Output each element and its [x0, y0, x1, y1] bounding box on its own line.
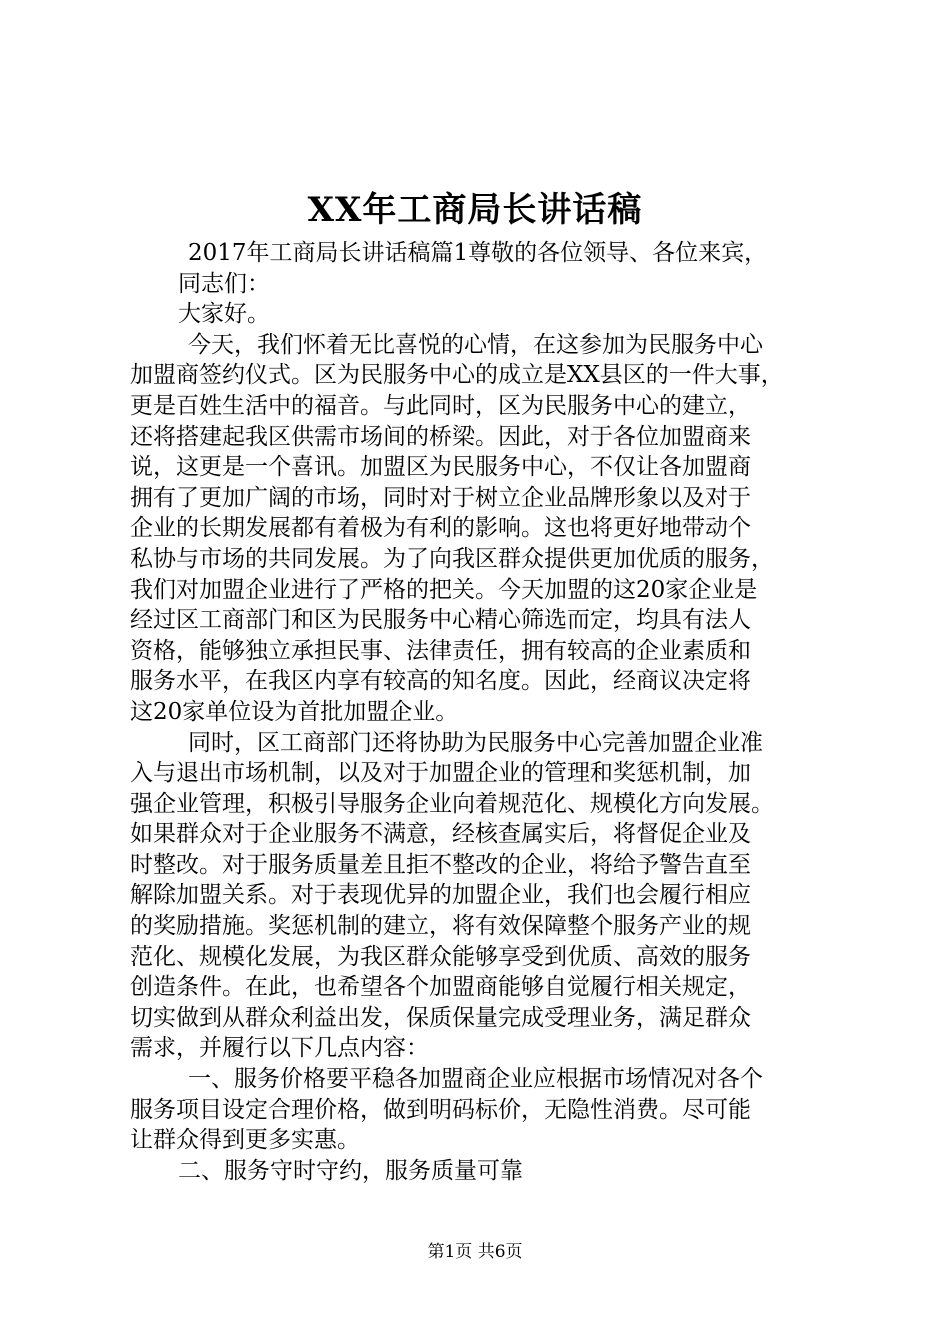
text-line: 解除加盟关系。对于表现优异的加盟企业，我们也会履行相应 — [130, 882, 751, 909]
text-line: 创造条件。在此，也希望各个加盟商能够自觉履行相关规定， — [130, 974, 751, 1001]
text-line: 企业的长期发展都有着极为有利的影响。这也将更好地带动个 — [130, 515, 751, 542]
text-line: 这20家单位设为首批加盟企业。 — [130, 698, 459, 725]
text-line: 大家好。 — [178, 301, 270, 328]
text-line: 资格，能够独立承担民事、法律责任，拥有较高的企业素质和 — [130, 637, 751, 664]
document-title: XX年工商局长讲话稿 — [307, 190, 643, 230]
text-line: 入与退出市场机制，以及对于加盟企业的管理和奖惩机制，加 — [130, 760, 751, 787]
text-line: 更是百姓生活中的福音。与此同时，区为民服务中心的建立， — [130, 392, 751, 419]
text-line: 加盟商签约仪式。区为民服务中心的成立是XX县区的一件大事， — [130, 362, 784, 389]
text-line: 拥有了更加广阔的市场，同时对于树立企业品牌形象以及对于 — [130, 484, 751, 511]
text-line: 经过区工商部门和区为民服务中心精心筛选而定，均具有法人 — [130, 607, 751, 634]
text-line: 说，这更是一个喜讯。加盟区为民服务中心，不仅让各加盟商 — [130, 454, 751, 481]
text-line: 范化、规模化发展，为我区群众能够享受到优质、高效的服务 — [130, 943, 751, 970]
text-line: 服务水平，在我区内享有较高的知名度。因此，经商议决定将 — [130, 668, 751, 695]
text-line: 今天，我们怀着无比喜悦的心情，在这参加为民服务中心 — [188, 331, 763, 358]
text-line: 让群众得到更多实惠。 — [130, 1127, 360, 1154]
page-number: 第1页 共6页 — [427, 1242, 523, 1262]
text-line: 私协与市场的共同发展。为了向我区群众提供更加优质的服务， — [130, 545, 774, 572]
text-line: 如果群众对于企业服务不满意，经核查属实后，将督促企业及 — [130, 821, 751, 848]
text-line: 二、服务守时守约，服务质量可靠 — [178, 1157, 523, 1184]
text-line: 的奖励措施。奖惩机制的建立，将有效保障整个服务产业的规 — [130, 913, 751, 940]
text-line: 切实做到从群众利益出发，保质保量完成受理业务，满足群众 — [130, 1004, 751, 1031]
text-line: 时整改。对于服务质量差且拒不整改的企业，将给予警告直至 — [130, 851, 751, 878]
document-body — [130, 238, 830, 1186]
text-line: 同时，区工商部门还将协助为民服务中心完善加盟企业准 — [188, 729, 763, 756]
text-line: 需求，并履行以下几点内容： — [130, 1035, 429, 1062]
text-line: 强企业管理，积极引导服务企业向着规范化、规模化方向发展。 — [130, 790, 774, 817]
text-line: 我们对加盟企业进行了严格的把关。今天加盟的这20家企业是 — [130, 576, 758, 603]
text-line: 还将搭建起我区供需市场间的桥梁。因此，对于各位加盟商来 — [130, 423, 751, 450]
text-line: 同志们： — [178, 270, 270, 297]
text-line: 2017年工商局长讲话稿篇1尊敬的各位领导、各位来宾， — [188, 240, 768, 266]
text-line: 服务项目设定合理价格，做到明码标价，无隐性消费。尽可能 — [130, 1096, 751, 1123]
text-line: 一、服务价格要平稳各加盟商企业应根据市场情况对各个 — [188, 1066, 763, 1093]
